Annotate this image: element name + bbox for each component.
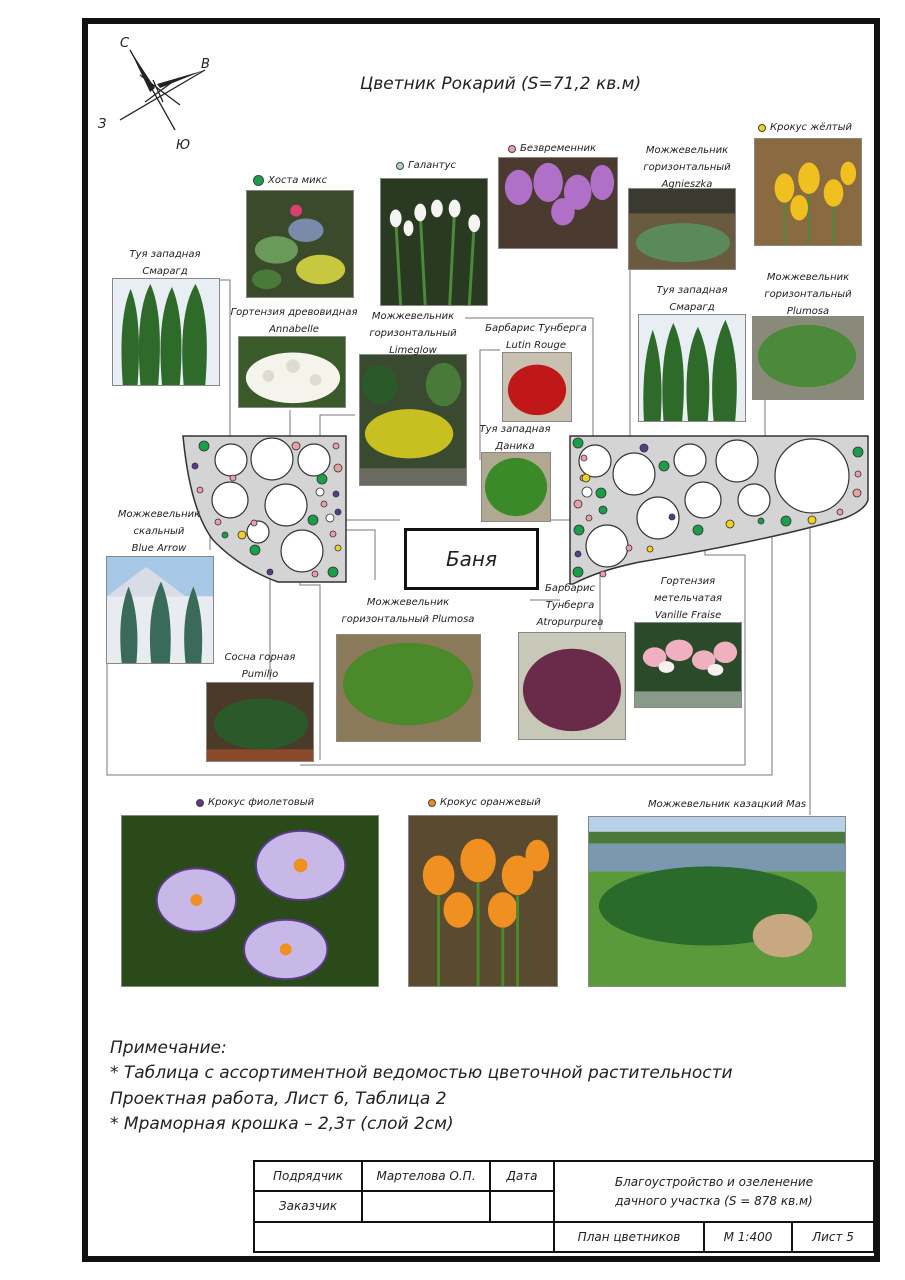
photo-atropurpurea — [518, 632, 626, 740]
banya-building: Баня — [404, 528, 539, 590]
compass-west: З — [98, 117, 107, 132]
bulb-dot-pink — [574, 500, 582, 508]
photo-crocus-orange — [408, 815, 558, 987]
page-title: Цветник Рокарий (S=71,2 кв.м) — [360, 74, 642, 94]
label-plumosa-bottom: Можжевельник горизонтальный Plumosa — [341, 597, 475, 625]
label-crocus-violet: Крокус фиолетовый — [196, 797, 314, 808]
bulb-dot-green — [596, 488, 606, 498]
bulb-dot-green — [573, 567, 583, 577]
contractor-name: Мартелова О.П. — [361, 1160, 491, 1192]
date-value — [489, 1190, 555, 1223]
bulb-dot-white — [316, 488, 324, 496]
orange-dot-icon — [428, 799, 436, 807]
compass-north: С — [120, 36, 130, 51]
bulb-dot-pink — [853, 489, 861, 497]
bulb-dot-pink — [837, 509, 843, 515]
bulb-dot-pink — [292, 442, 300, 450]
bulb-dot-green — [781, 516, 791, 526]
note-line-1: * Таблица с ассортиментной ведомостью цветочной растительности — [110, 1063, 733, 1083]
bulb-dot-pink — [321, 501, 327, 507]
photo-colchicum — [498, 157, 618, 249]
bulb-dot-green — [199, 441, 209, 451]
white-dot-icon — [396, 162, 404, 170]
title-block — [253, 1160, 875, 1253]
bulb-dot-pink — [586, 515, 592, 521]
label-berberis-lutin: Барбарис Тунберга Lutin Rouge — [485, 323, 587, 351]
plant-circle — [586, 525, 628, 567]
label-sabina: Можжевельник казацкий Mas — [648, 799, 807, 810]
label-atropurpurea: Барбарис Тунберга Atropurpurea — [536, 583, 604, 628]
bulb-dot-purple — [335, 509, 341, 515]
bulb-dot-green — [693, 525, 703, 535]
label-crocus-orange: Крокус оранжевый — [428, 797, 541, 808]
customer-name — [361, 1190, 491, 1223]
plant-circle — [716, 440, 758, 482]
bulb-dot-green — [573, 438, 583, 448]
bulb-dot-pink — [230, 475, 236, 481]
bulb-dot-white — [582, 487, 592, 497]
photo-agnieszka — [628, 188, 736, 270]
bulb-dot-pink — [197, 487, 203, 493]
photo-crocus-violet — [121, 815, 379, 987]
plant-circle — [212, 482, 248, 518]
plant-circle — [775, 439, 849, 513]
note-line-3: * Мраморная крошка – 2,3т (слой 2см) — [110, 1114, 454, 1134]
bulb-dot-green — [599, 506, 607, 514]
bulb-dot-pink — [312, 571, 318, 577]
photo-thuja-danica — [481, 452, 551, 522]
bulb-dot-pink — [600, 571, 606, 577]
note-line-2: Проектная работа, Лист 6, Таблица 2 — [110, 1089, 447, 1109]
bulb-dot-green — [222, 532, 228, 538]
bulb-dot-pink — [251, 520, 257, 526]
green-dot-icon — [253, 175, 264, 186]
bulb-dot-pink — [330, 531, 336, 537]
bulb-dot-yellow — [335, 545, 341, 551]
photo-vanille-fraise — [634, 622, 742, 708]
label-galanthus: Галантус — [396, 160, 456, 171]
label-pumilio: Сосна горная Pumilio — [224, 652, 296, 680]
plant-circle — [685, 482, 721, 518]
plant-circle — [613, 453, 655, 495]
sheet-number: Лист 5 — [791, 1221, 875, 1253]
plant-circle — [251, 438, 293, 480]
bulb-dot-yellow — [238, 531, 246, 539]
bulb-dot-purple — [640, 444, 648, 452]
bulb-dot-purple — [575, 551, 581, 557]
label-hosta: Хоста микс — [253, 175, 327, 186]
bulb-dot-yellow — [647, 546, 653, 552]
note-heading: Примечание: — [110, 1038, 227, 1058]
photo-berberis-lutin — [502, 352, 572, 422]
bulb-dot-pink — [581, 455, 587, 461]
bulb-dot-purple — [267, 569, 273, 575]
label-plumosa-right: Можжевельник горизонтальный Plumosa — [764, 272, 852, 317]
plant-circle — [215, 444, 247, 476]
plant-circle — [738, 484, 770, 516]
label-vanille-fraise: Гортензия метельчатая Vanille Fraise — [654, 576, 722, 621]
photo-plumosa-right — [752, 316, 864, 400]
blank-cell — [253, 1221, 555, 1253]
bulb-dot-pink — [855, 471, 861, 477]
contractor-label: Подрядчик — [253, 1160, 363, 1192]
photo-thuja-left — [112, 278, 220, 386]
label-crocus-yellow: Крокус жёлтый — [758, 122, 852, 133]
bulb-dot-pink — [333, 443, 339, 449]
photo-limeglow — [359, 354, 467, 486]
bulb-dot-green — [250, 545, 260, 555]
bulb-dot-green — [574, 525, 584, 535]
label-thuja-left: Туя западная Смарагд — [129, 249, 201, 277]
bulb-dot-green — [758, 518, 764, 524]
bulb-dot-yellow — [582, 474, 590, 482]
photo-pumilio — [206, 682, 314, 762]
bulb-dot-white — [326, 514, 334, 522]
bulb-dot-pink — [215, 519, 221, 525]
date-label: Дата — [489, 1160, 555, 1192]
label-agnieszka: Можжевельник горизонтальный Agnieszka — [643, 145, 731, 190]
bulb-dot-green — [853, 447, 863, 457]
project-title: Благоустройство и озеленение дачного участка (S = 878 кв.м) — [553, 1160, 875, 1223]
photo-sabina — [588, 816, 846, 987]
photo-hydrangea-tree — [238, 336, 346, 408]
bulb-dot-pink — [626, 545, 632, 551]
label-limeglow: Можжевельник горизонтальный Limeglow — [369, 311, 457, 356]
label-blue-arrow: Можжевельник скальный Blue Arrow — [117, 509, 201, 554]
photo-galanthus — [380, 178, 488, 306]
plant-circle — [298, 444, 330, 476]
bulb-dot-green — [317, 474, 327, 484]
label-colchicum: Безвременник — [508, 143, 596, 154]
plant-circle — [247, 521, 269, 543]
purple-dot-icon — [196, 799, 204, 807]
bulb-dot-yellow — [808, 516, 816, 524]
bulb-dot-green — [328, 567, 338, 577]
compass-east: В — [201, 57, 210, 72]
bulb-dot-green — [308, 515, 318, 525]
bulb-dot-yellow — [726, 520, 734, 528]
plant-circle — [265, 484, 307, 526]
photo-blue-arrow — [106, 556, 214, 664]
bulb-dot-purple — [192, 463, 198, 469]
pink-dot-icon — [508, 145, 516, 153]
bulb-dot-pink — [334, 464, 342, 472]
photo-thuja-right — [638, 314, 746, 422]
plant-circle — [674, 444, 706, 476]
photo-hosta — [246, 190, 354, 298]
label-thuja-right: Туя западная Смарагд — [656, 285, 728, 313]
customer-label: Заказчик — [253, 1190, 363, 1223]
sheet-name: План цветников — [553, 1221, 705, 1253]
photo-crocus-yellow — [754, 138, 862, 246]
scale: М 1:400 — [703, 1221, 793, 1253]
label-hydrangea-tree: Гортензия древовидная Annabelle — [230, 307, 358, 335]
bulb-dot-purple — [333, 491, 339, 497]
bulb-dot-purple — [669, 514, 675, 520]
photo-plumosa-bottom — [336, 634, 481, 742]
plant-circle — [281, 530, 323, 572]
bulb-dot-green — [659, 461, 669, 471]
compass-south: Ю — [176, 138, 191, 153]
label-thuja-danica: Туя западная Даника — [479, 424, 551, 452]
yellow-dot-icon — [758, 124, 766, 132]
